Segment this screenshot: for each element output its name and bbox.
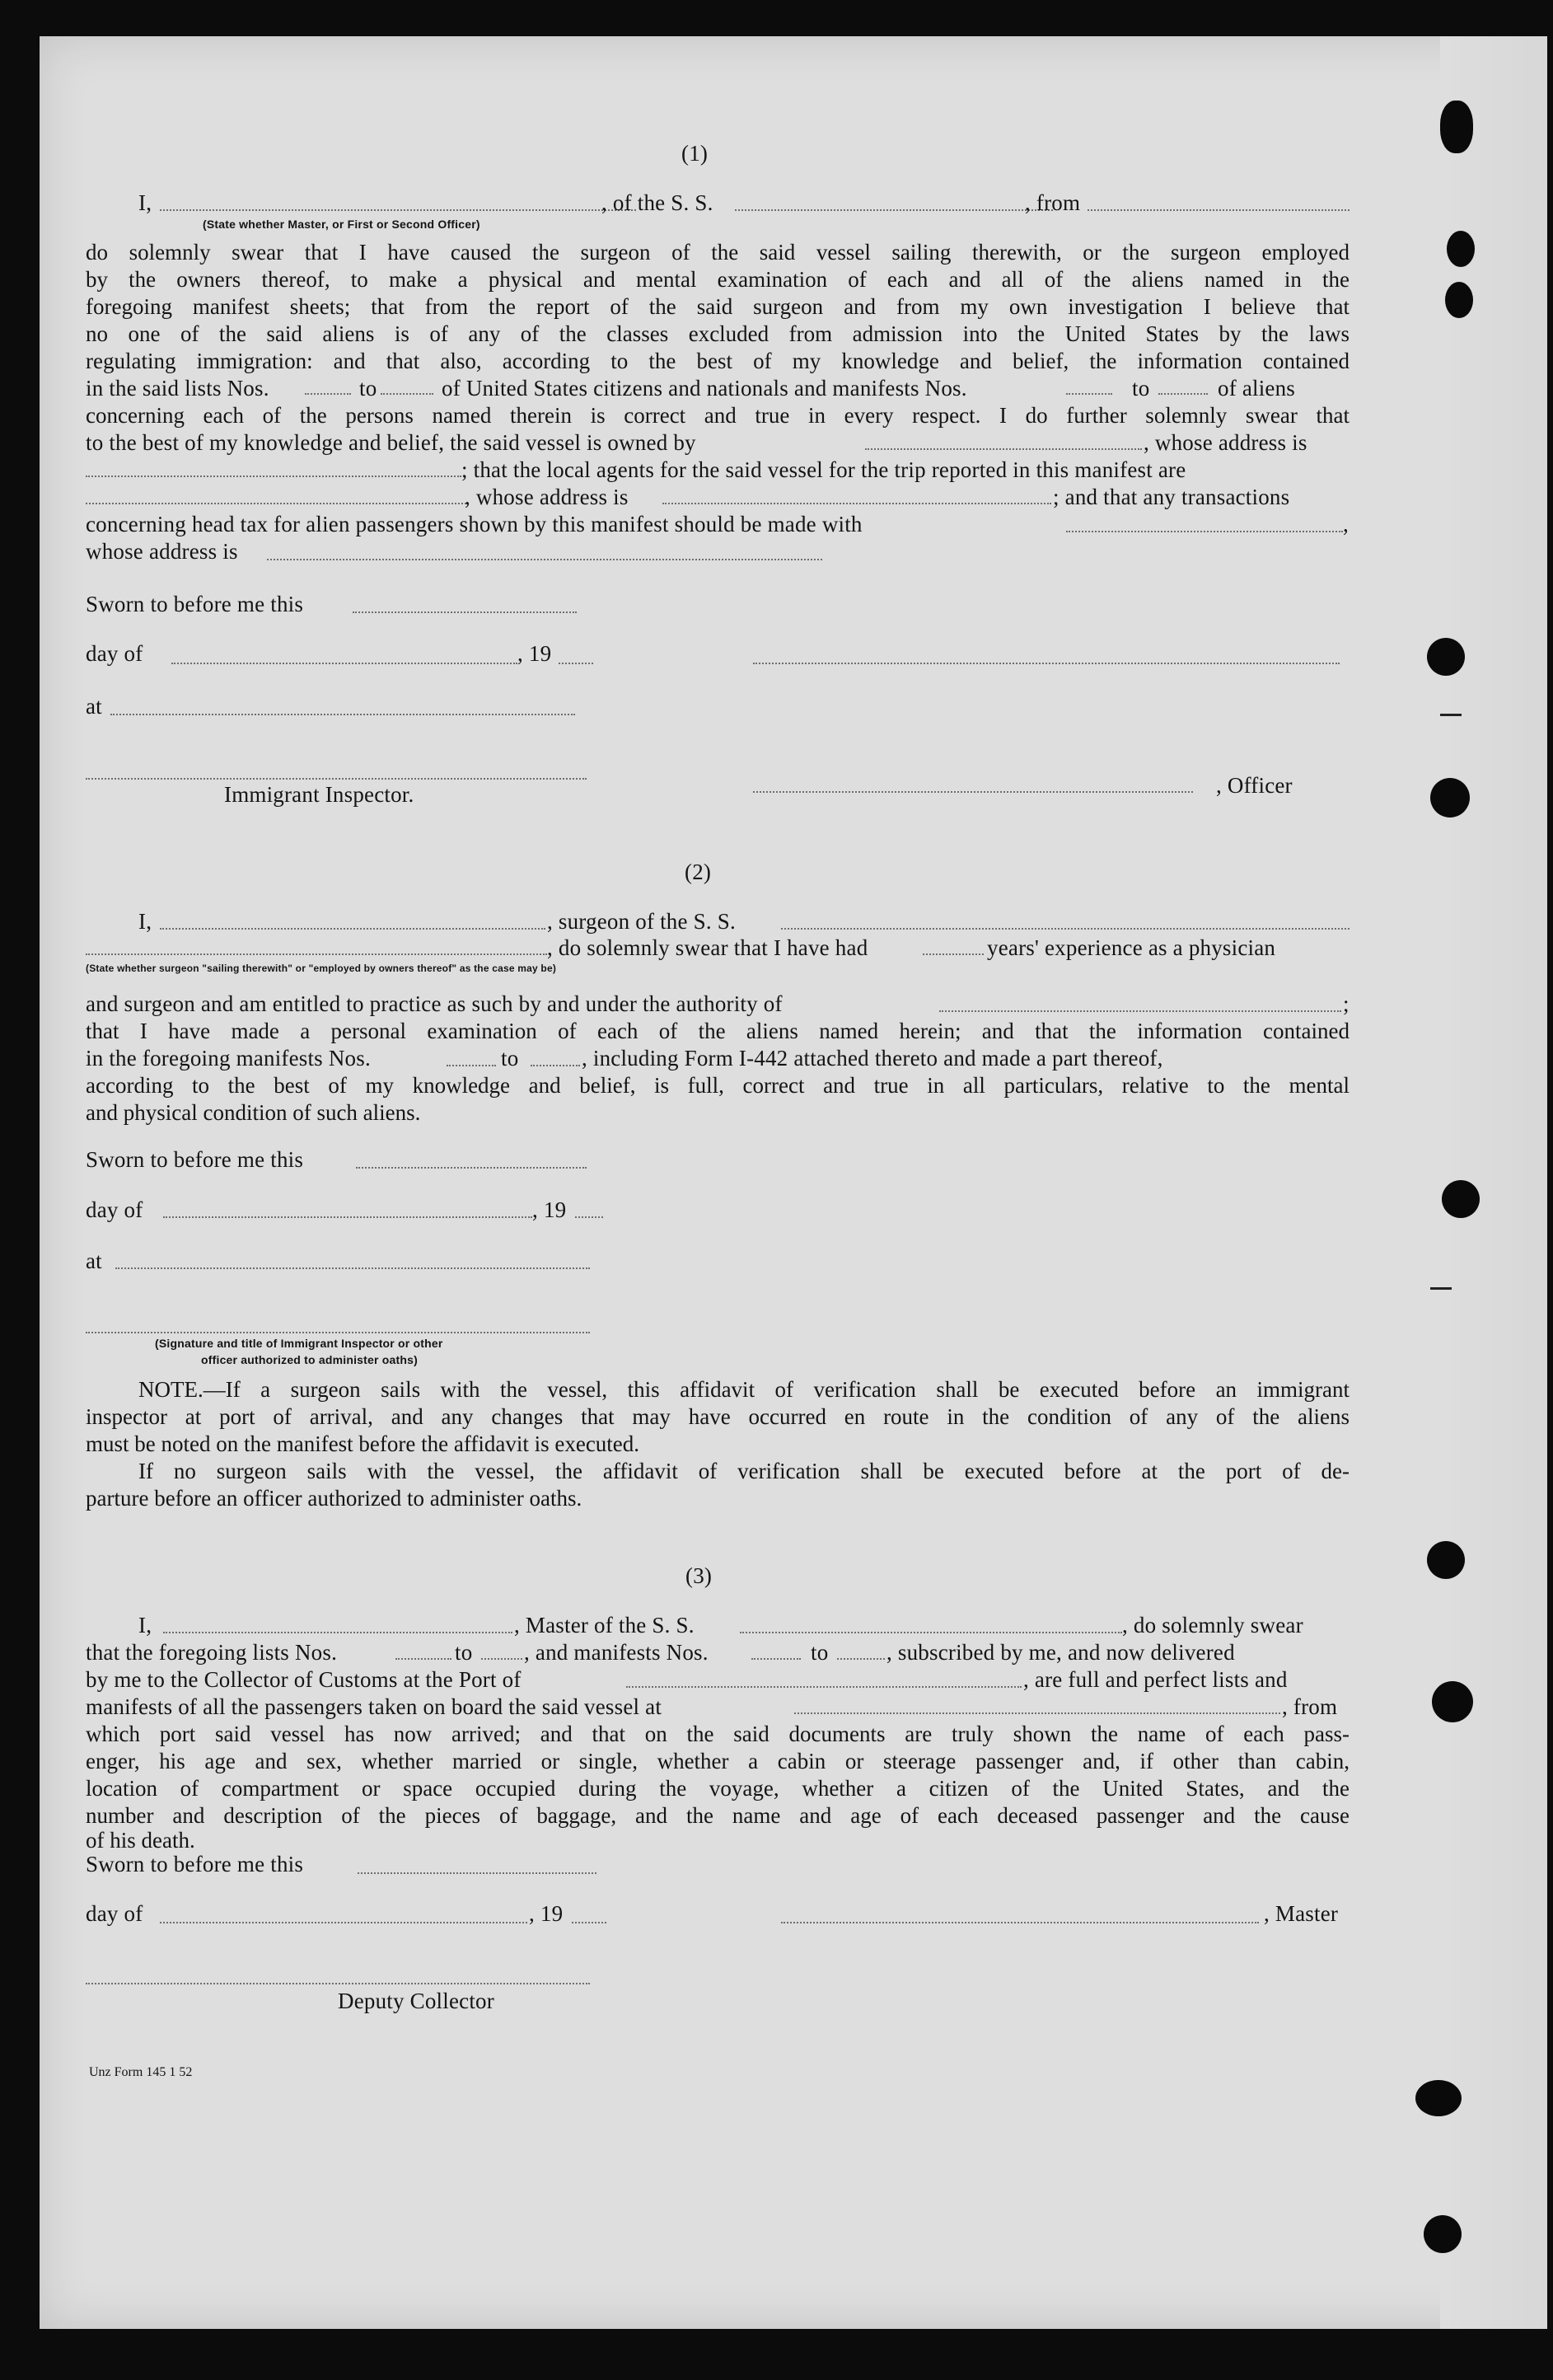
note-line: inspector at port of arrival, and any changes that may have occurred en route in the condition of any of the aliens (86, 1404, 1350, 1429)
subscribed-label: , subscribed by me, and now delivered (886, 1640, 1235, 1665)
surgeon-of-label: , surgeon of the S. S. (547, 909, 736, 934)
punch-hole (1415, 2080, 1462, 2116)
document-page (40, 36, 1508, 2329)
year-blank (572, 1922, 606, 1923)
vessel-name-blank (735, 209, 1053, 211)
year-label: , 19 (532, 1197, 567, 1222)
punch-hole (1447, 231, 1475, 267)
officer-label: , Officer (1216, 773, 1293, 798)
agents-blank (86, 503, 466, 504)
section-number: (1) (681, 141, 709, 166)
note-line: NOTE.—If a surgeon sails with the vessel, this affidavit of verification shall be executed before an immigrant (138, 1377, 1350, 1402)
month-blank (160, 1922, 527, 1923)
body-line: location of compartment or space occupied during the voyage, whether a citizen of the United States, and the (86, 1776, 1350, 1801)
sworn-label: Sworn to before me this (86, 1147, 304, 1172)
master-of-label: , Master of the S. S. (514, 1613, 695, 1637)
manifest-from-blank (1066, 393, 1112, 395)
years-experience-label: years' experience as a physician (987, 935, 1276, 960)
manifests-vessel-label: manifests of all the passengers taken on board the said vessel at (86, 1694, 662, 1719)
master-list-from-blank (395, 1658, 451, 1660)
body-line: no one of the said aliens is of any of the classes excluded from admission into the United States by the laws (86, 321, 1350, 346)
surgeon-manifest-to: to (501, 1046, 519, 1071)
from-label: , from (1025, 190, 1081, 215)
agents-address-blank (662, 503, 1051, 504)
master-swear-label: , do solemnly swear (1122, 1613, 1303, 1637)
body-line: by the owners thereof, to make a physical and mental examination of each and all of the aliens named in the (86, 267, 1350, 292)
note-line: If no surgeon sails with the vessel, the affidavit of verification shall be executed before at the port of de- (138, 1459, 1350, 1483)
day-of-label: day of (86, 1901, 143, 1926)
master-manifests-to: to (811, 1640, 829, 1665)
master-manifests-label: , and manifests Nos. (524, 1640, 709, 1665)
signature-caption: officer authorized to administer oaths) (201, 1353, 418, 1366)
headtax-label: concerning head tax for alien passengers shown by this manifest should be made with (86, 512, 863, 536)
owner-blank (865, 448, 1142, 450)
signature-caption: (Signature and title of Immigrant Inspector or other (155, 1337, 443, 1350)
surgeon-manifest-to-blank (531, 1065, 580, 1066)
headtax-agent-blank (1066, 531, 1343, 532)
section-number: (2) (685, 860, 712, 884)
owner-address-label: , whose address is (1144, 430, 1307, 455)
aliens-label: of aliens (1218, 376, 1296, 401)
master-list-to-blank (481, 1658, 522, 1660)
body-line: regulating immigration: and that also, according to the best of my knowledge and belief, the information contained (86, 349, 1350, 373)
years-blank (923, 953, 984, 955)
day-of-label: day of (86, 1197, 143, 1222)
master-lists-label: that the foregoing lists Nos. (86, 1640, 338, 1665)
form-identifier: Unz Form 145 1 52 (89, 2065, 193, 2079)
margin-mark (1440, 714, 1462, 716)
from-label: , from (1282, 1694, 1338, 1719)
owner-address-blank (86, 476, 461, 477)
deputy-signature-blank (86, 1983, 590, 1984)
master-intro: I, (138, 1613, 152, 1637)
inspector-signature-blank (86, 778, 587, 780)
sworn-day-blank (353, 611, 577, 613)
authority-label: and surgeon and am entitled to practice as such by and under the authority of (86, 991, 783, 1016)
punch-hole (1442, 1180, 1480, 1218)
sworn-label: Sworn to before me this (86, 592, 304, 616)
note-paragraph-2 (86, 1458, 1350, 1512)
note-line: parture before an officer authorized to administer oaths. (86, 1486, 582, 1511)
sworn-day-blank (358, 1872, 596, 1874)
note-line: must be noted on the manifest before the affidavit is executed. (86, 1431, 640, 1456)
manifest-to-blank (1158, 393, 1208, 395)
day-of-label: day of (86, 641, 143, 666)
at-place-blank (110, 714, 575, 715)
at-label: at (86, 1249, 102, 1273)
officer-caption: (State whether Master, or First or Second Officer) (203, 218, 480, 231)
master-manifest-from-blank (751, 1658, 801, 1660)
transactions-label: ; and that any transactions (1053, 485, 1290, 509)
lists-to: to (359, 376, 377, 401)
headtax-comma: , (1343, 512, 1349, 536)
at-label: at (86, 694, 102, 719)
month-blank (171, 663, 517, 664)
form-i442-label: , including Form I-442 attached thereto and made a part thereof, (582, 1046, 1163, 1071)
punch-hole (1440, 101, 1473, 153)
punch-hole (1427, 1541, 1465, 1579)
section-number: (3) (685, 1563, 713, 1588)
deputy-collector-label: Deputy Collector (338, 1989, 494, 2013)
body-line: that I have made a personal examination of each of the aliens named herein; and that the information contained (86, 1019, 1350, 1043)
year-blank (575, 1216, 603, 1218)
immigrant-inspector-label: Immigrant Inspector. (224, 782, 414, 807)
headtax-address-blank (267, 559, 822, 560)
year-label: , 19 (529, 1901, 564, 1926)
whose-address-label: whose address is (86, 539, 238, 564)
punch-hole (1427, 638, 1465, 676)
surgeon-body (86, 1018, 1350, 1045)
at-place-blank (115, 1267, 590, 1269)
year-label: , 19 (517, 641, 552, 666)
body-line: according to the best of my knowledge and belief, is full, correct and true in all particulars, relative to the mental (86, 1073, 1350, 1098)
authority-semicolon: ; (1343, 991, 1350, 1016)
authority-blank (939, 1010, 1341, 1012)
officer-title-blank (753, 791, 1193, 793)
list-from-blank (305, 393, 351, 395)
port-blank (626, 1686, 1022, 1688)
departure-port-blank (794, 1712, 1280, 1714)
lists-label: in the said lists Nos. (86, 376, 269, 401)
oath-intro: I, (138, 190, 152, 215)
manifests-label: in the foregoing manifests Nos. (86, 1046, 371, 1071)
body-line: of his death. (86, 1828, 195, 1853)
agents-address-label: , whose address is (465, 485, 629, 509)
surgeon-caption: (State whether surgeon "sailing therewith" or "employed by owners thereof" as the case may be) (86, 963, 557, 974)
surgeon-manifest-from-blank (447, 1065, 496, 1066)
surgeon-body-2 (86, 1072, 1350, 1127)
note-paragraph (86, 1376, 1350, 1458)
surgeon-intro: I, (138, 909, 152, 934)
officer-name-blank (160, 209, 636, 211)
perfect-lists-label: , are full and perfect lists and (1023, 1667, 1288, 1692)
body-line: concerning each of the persons named therein is correct and true in every respect. I do further solemnly swear that (86, 403, 1350, 428)
punch-hole (1432, 1681, 1473, 1722)
master-lists-to: to (455, 1640, 473, 1665)
citizens-label: of United States citizens and nationals and manifests Nos. (442, 376, 967, 401)
vessel-label: , of the S. S. (601, 190, 713, 215)
master-manifest-to-blank (837, 1658, 885, 1660)
master-signature-blank (781, 1922, 1259, 1923)
body-line: do solemnly swear that I have caused the surgeon of the said vessel sailing therewith, or the surgeon employed (86, 240, 1350, 265)
list-to-blank (381, 393, 433, 395)
master-vessel-blank (740, 1632, 1122, 1633)
surgeon-vessel-blank (781, 928, 1350, 930)
year-blank (559, 663, 593, 664)
margin-mark (1430, 1287, 1452, 1290)
sworn-label: Sworn to before me this (86, 1852, 304, 1876)
from-port-blank (1088, 209, 1350, 211)
punch-hole (1430, 778, 1470, 818)
officer-signature-blank (753, 663, 1340, 664)
agents-label: ; that the local agents for the said vessel for the trip reported in this manifest are (461, 457, 1186, 482)
body-line: which port said vessel has now arrived; and that on the said documents are truly shown the name of each pass- (86, 1722, 1350, 1746)
body-line: and physical condition of such aliens. (86, 1100, 421, 1125)
punch-hole (1445, 282, 1473, 318)
signature-blank (86, 1332, 590, 1333)
body-line: number and description of the pieces of baggage, and the name and age of each deceased passenger and the cause (86, 1803, 1350, 1828)
master-label: , Master (1264, 1901, 1339, 1926)
month-blank (163, 1216, 532, 1218)
surgeon-name-blank (160, 928, 545, 930)
master-body (86, 1721, 1350, 1851)
collector-label: by me to the Collector of Customs at the Port of (86, 1667, 522, 1692)
sworn-day-blank (356, 1167, 587, 1169)
master-name-blank (163, 1632, 512, 1633)
manifests-to: to (1132, 376, 1150, 401)
owned-label: to the best of my knowledge and belief, the said vessel is owned by (86, 430, 696, 455)
surgeon-swear-label: , do solemnly swear that I have had (547, 935, 868, 960)
oath-body (86, 239, 1350, 375)
punch-hole (1424, 2215, 1462, 2253)
surgeon-status-blank (86, 953, 547, 955)
body-line: enger, his age and sex, whether married or single, whether a cabin or steerage passenger and, if other than cabin, (86, 1749, 1350, 1773)
oath-body-2 (86, 402, 1350, 429)
body-line: foregoing manifest sheets; that from the report of the said surgeon and from my own investigation I believe that (86, 294, 1350, 319)
